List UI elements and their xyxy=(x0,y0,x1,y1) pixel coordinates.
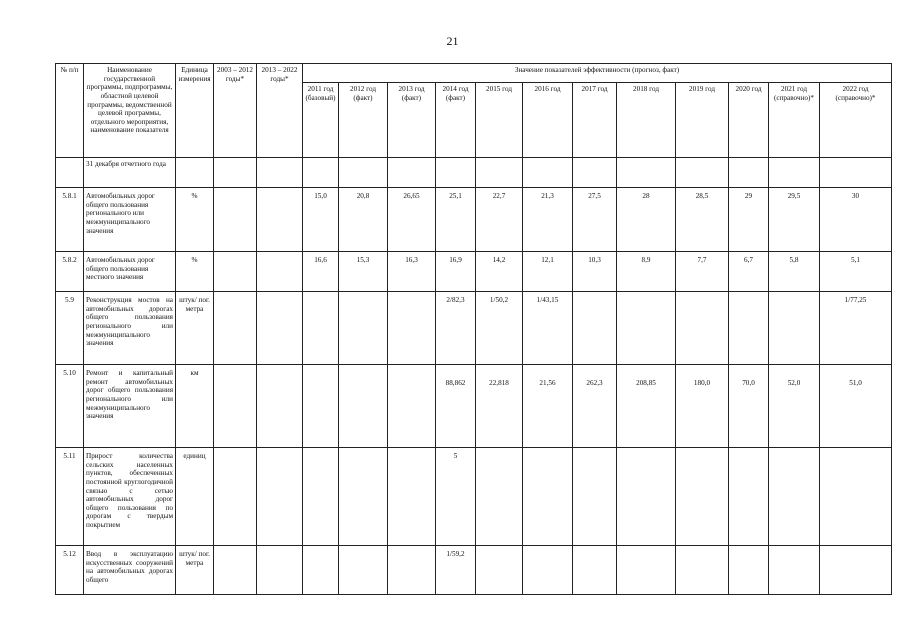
row-value xyxy=(476,546,523,595)
row-value xyxy=(769,546,820,595)
row-value xyxy=(617,292,676,365)
row-value xyxy=(303,292,339,365)
header-year: 2013 год (факт) xyxy=(388,83,436,158)
page-number: 21 xyxy=(446,34,459,48)
note-text: 31 декабря отчетного года xyxy=(84,158,176,188)
row-num: 5.10 xyxy=(56,365,84,448)
row-value xyxy=(303,448,339,546)
header-year: 2017 год xyxy=(573,83,617,158)
row-num: 5.11 xyxy=(56,448,84,546)
row-value: 1/77,25 xyxy=(820,292,892,365)
table-row xyxy=(56,365,892,448)
row-value xyxy=(388,292,436,365)
row-value xyxy=(388,448,436,546)
row-value xyxy=(769,448,820,546)
row-name: Прирост количества сельских населенных пунктов, обеспеченных постоянной круглогодичной связью с сетью автомобильных дорог общего пользования по дорогам с твердым покрытием xyxy=(84,448,176,546)
table-row xyxy=(56,448,892,546)
header-name: Наименование государственной программы, подпрограммы, областной целевой программы, ведомственной целевой программы, отдельного мероприятия, наименование показателя xyxy=(84,64,176,158)
row-value: 88,862 xyxy=(436,365,476,448)
row-unit: штук/ пог. метра xyxy=(176,546,214,595)
row-value: 20,8 xyxy=(339,188,388,252)
header-year: 2016 год xyxy=(523,83,573,158)
row-value: 6,7 xyxy=(729,252,769,292)
row-num: 5.9 xyxy=(56,292,84,365)
row-value: 16,6 xyxy=(303,252,339,292)
row-value: 5,1 xyxy=(820,252,892,292)
row-unit: км xyxy=(176,365,214,448)
row-value xyxy=(339,546,388,595)
header-unit: Единица измерения xyxy=(176,64,214,158)
row-value: 27,5 xyxy=(573,188,617,252)
row-value: 29,5 xyxy=(769,188,820,252)
header-year: 2020 год xyxy=(729,83,769,158)
row-value: 8,9 xyxy=(617,252,676,292)
row-num: 5.8.2 xyxy=(56,252,84,292)
row-value: 12,1 xyxy=(523,252,573,292)
row-value xyxy=(523,546,573,595)
row-value: 2/82,3 xyxy=(436,292,476,365)
row-value: 262,3 xyxy=(573,365,617,448)
header-year: 2021 год (справочно)* xyxy=(769,83,820,158)
row-unit: % xyxy=(176,252,214,292)
row-value xyxy=(339,448,388,546)
row-value: 21,56 xyxy=(523,365,573,448)
row-unit: единиц xyxy=(176,448,214,546)
row-value: 22,818 xyxy=(476,365,523,448)
row-value: 1/59,2 xyxy=(436,546,476,595)
row-name: Ввод в эксплуатацию искусственных сооружений на автомобильных дорогах общего xyxy=(84,546,176,595)
row-value xyxy=(573,546,617,595)
row-value: 5 xyxy=(436,448,476,546)
row-num: 5.8.1 xyxy=(56,188,84,252)
row-value: 10,3 xyxy=(573,252,617,292)
row-value xyxy=(303,546,339,595)
row-value xyxy=(729,448,769,546)
row-value xyxy=(820,546,892,595)
table-row xyxy=(56,188,892,252)
row-value: 7,7 xyxy=(676,252,729,292)
row-value: 208,85 xyxy=(617,365,676,448)
row-value: 52,0 xyxy=(769,365,820,448)
row-value xyxy=(303,365,339,448)
row-num: 5.12 xyxy=(56,546,84,595)
row-value: 180,0 xyxy=(676,365,729,448)
row-value xyxy=(676,448,729,546)
row-name: Автомобильных дорог общего пользования местного значения xyxy=(84,252,176,292)
table-row xyxy=(56,546,892,595)
row-value xyxy=(729,292,769,365)
header-year: 2011 год (базовый) xyxy=(303,83,339,158)
row-value xyxy=(676,546,729,595)
header-year: 2018 год xyxy=(617,83,676,158)
header-year: 2015 год xyxy=(476,83,523,158)
row-value xyxy=(339,365,388,448)
row-value xyxy=(617,448,676,546)
note-row xyxy=(56,158,892,188)
row-value xyxy=(573,292,617,365)
row-name: Реконструкция мостов на автомобильных дорогах общего пользования регионального или межмуниципального значения xyxy=(84,292,176,365)
row-value xyxy=(676,292,729,365)
row-value: 28 xyxy=(617,188,676,252)
row-value: 15,0 xyxy=(303,188,339,252)
row-value: 25,1 xyxy=(436,188,476,252)
row-value xyxy=(617,546,676,595)
row-value xyxy=(388,365,436,448)
header-period-1: 2003 – 2012 годы* xyxy=(214,64,257,158)
row-value: 16,9 xyxy=(436,252,476,292)
row-unit: штук/ пог. метра xyxy=(176,292,214,365)
header-year: 2022 год (справочно)* xyxy=(820,83,892,158)
row-value: 21,3 xyxy=(523,188,573,252)
row-unit: % xyxy=(176,188,214,252)
row-value: 1/50,2 xyxy=(476,292,523,365)
header-year: 2019 год xyxy=(676,83,729,158)
row-value: 5,8 xyxy=(769,252,820,292)
row-value: 70,0 xyxy=(729,365,769,448)
row-value: 14,2 xyxy=(476,252,523,292)
header-num: № п/п xyxy=(56,64,84,158)
row-value xyxy=(769,292,820,365)
row-value xyxy=(476,448,523,546)
row-value: 51,0 xyxy=(820,365,892,448)
row-value xyxy=(388,546,436,595)
row-value: 26,65 xyxy=(388,188,436,252)
row-name: Автомобильных дорог общего пользования регионального или межмуниципального значения xyxy=(84,188,176,252)
table-row xyxy=(56,252,892,292)
row-value: 22,7 xyxy=(476,188,523,252)
header-period-2: 2013 – 2022 годы* xyxy=(257,64,303,158)
header-group: Значение показателей эффективности (прогноз, факт) xyxy=(303,64,892,83)
row-value xyxy=(339,292,388,365)
efficiency-indicators-table xyxy=(55,63,892,595)
row-value xyxy=(820,448,892,546)
row-value: 28,5 xyxy=(676,188,729,252)
header-year: 2012 год (факт) xyxy=(339,83,388,158)
row-value: 16,3 xyxy=(388,252,436,292)
row-value: 1/43,15 xyxy=(523,292,573,365)
row-value: 30 xyxy=(820,188,892,252)
row-value: 15,3 xyxy=(339,252,388,292)
row-value xyxy=(729,546,769,595)
row-value: 29 xyxy=(729,188,769,252)
table-row xyxy=(56,292,892,365)
row-value xyxy=(523,448,573,546)
row-name: Ремонт и капитальный ремонт автомобильных дорог общего пользования регионального или межмуниципального значения xyxy=(84,365,176,448)
row-value xyxy=(573,448,617,546)
header-year: 2014 год (факт) xyxy=(436,83,476,158)
